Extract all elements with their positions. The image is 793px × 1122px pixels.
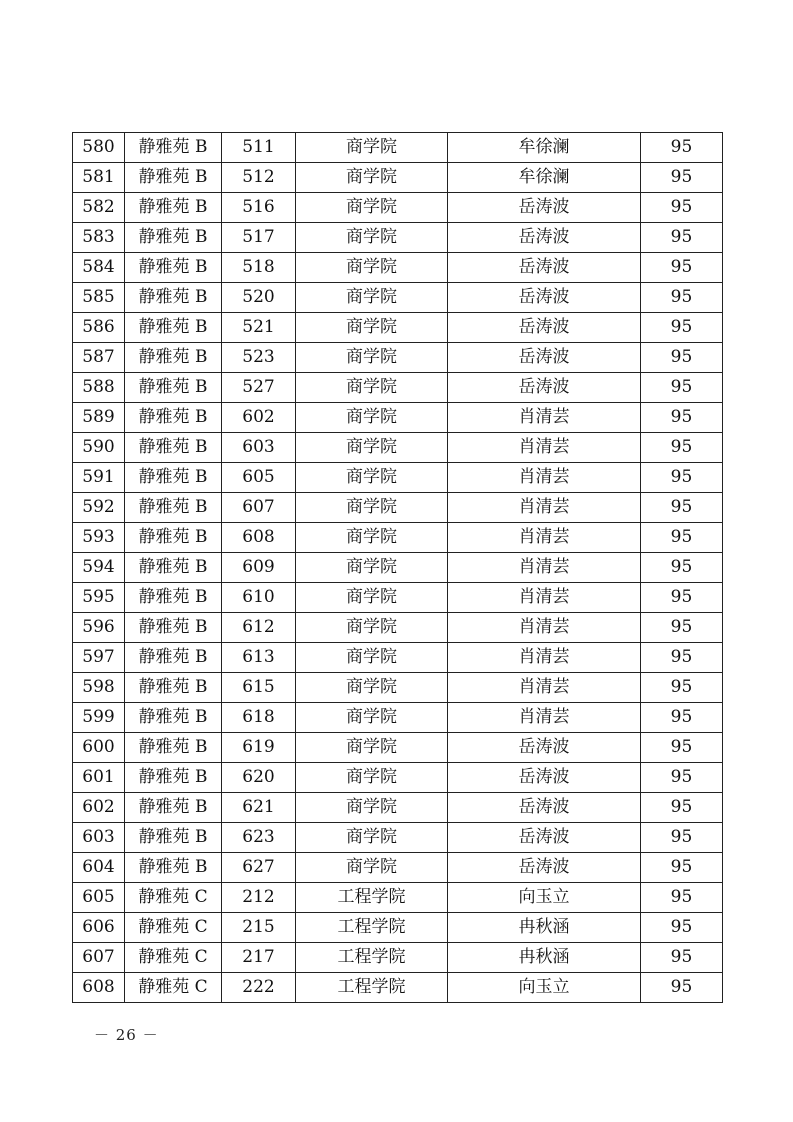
- table-row: [73, 793, 723, 823]
- table-row: [73, 703, 723, 733]
- serial-number-cell: 588: [73, 373, 125, 403]
- counselor-cell: 岳涛波: [448, 343, 641, 373]
- counselor-cell: 冉秋涵: [448, 943, 641, 973]
- room-number-cell: 609: [222, 553, 296, 583]
- room-number-cell: 627: [222, 853, 296, 883]
- score-cell: 95: [641, 883, 723, 913]
- score-cell: 95: [641, 523, 723, 553]
- counselor-cell: 肖清芸: [448, 553, 641, 583]
- score-cell: 95: [641, 943, 723, 973]
- college-cell: 商学院: [296, 673, 448, 703]
- serial-number-cell: 582: [73, 193, 125, 223]
- room-number-cell: 619: [222, 733, 296, 763]
- college-cell: 商学院: [296, 643, 448, 673]
- page-number: － 26 －: [94, 1026, 159, 1044]
- counselor-cell: 肖清芸: [448, 703, 641, 733]
- table-row: [73, 133, 723, 163]
- room-number-cell: 527: [222, 373, 296, 403]
- college-cell: 商学院: [296, 823, 448, 853]
- serial-number-cell: 587: [73, 343, 125, 373]
- counselor-cell: 肖清芸: [448, 403, 641, 433]
- table-row: [73, 403, 723, 433]
- building-cell: 静雅苑 C: [125, 973, 222, 1003]
- serial-number-cell: 601: [73, 763, 125, 793]
- college-cell: 商学院: [296, 463, 448, 493]
- score-table: [72, 132, 723, 1003]
- room-number-cell: 217: [222, 943, 296, 973]
- building-cell: 静雅苑 B: [125, 763, 222, 793]
- serial-number-cell: 593: [73, 523, 125, 553]
- building-cell: 静雅苑 B: [125, 133, 222, 163]
- table-row: [73, 583, 723, 613]
- counselor-cell: 岳涛波: [448, 733, 641, 763]
- counselor-cell: 牟徐澜: [448, 133, 641, 163]
- counselor-cell: 牟徐澜: [448, 163, 641, 193]
- building-cell: 静雅苑 B: [125, 403, 222, 433]
- college-cell: 商学院: [296, 703, 448, 733]
- room-number-cell: 602: [222, 403, 296, 433]
- counselor-cell: 肖清芸: [448, 523, 641, 553]
- serial-number-cell: 599: [73, 703, 125, 733]
- score-cell: 95: [641, 793, 723, 823]
- table-row: [73, 463, 723, 493]
- score-cell: 95: [641, 553, 723, 583]
- serial-number-cell: 608: [73, 973, 125, 1003]
- serial-number-cell: 597: [73, 643, 125, 673]
- college-cell: 商学院: [296, 163, 448, 193]
- room-number-cell: 615: [222, 673, 296, 703]
- building-cell: 静雅苑 B: [125, 613, 222, 643]
- college-cell: 商学院: [296, 523, 448, 553]
- serial-number-cell: 590: [73, 433, 125, 463]
- table-row: [73, 973, 723, 1003]
- building-cell: 静雅苑 B: [125, 793, 222, 823]
- room-number-cell: 610: [222, 583, 296, 613]
- room-number-cell: 603: [222, 433, 296, 463]
- score-cell: 95: [641, 313, 723, 343]
- building-cell: 静雅苑 B: [125, 583, 222, 613]
- college-cell: 工程学院: [296, 913, 448, 943]
- table-row: [73, 193, 723, 223]
- college-cell: 商学院: [296, 793, 448, 823]
- score-cell: 95: [641, 913, 723, 943]
- college-cell: 商学院: [296, 433, 448, 463]
- counselor-cell: 肖清芸: [448, 583, 641, 613]
- college-cell: 商学院: [296, 223, 448, 253]
- serial-number-cell: 585: [73, 283, 125, 313]
- table-row: [73, 913, 723, 943]
- room-number-cell: 518: [222, 253, 296, 283]
- table-row: [73, 823, 723, 853]
- counselor-cell: 岳涛波: [448, 853, 641, 883]
- table-row: [73, 763, 723, 793]
- college-cell: 商学院: [296, 763, 448, 793]
- building-cell: 静雅苑 B: [125, 853, 222, 883]
- counselor-cell: 冉秋涵: [448, 913, 641, 943]
- score-cell: 95: [641, 403, 723, 433]
- score-cell: 95: [641, 643, 723, 673]
- counselor-cell: 肖清芸: [448, 613, 641, 643]
- building-cell: 静雅苑 B: [125, 283, 222, 313]
- room-number-cell: 607: [222, 493, 296, 523]
- counselor-cell: 岳涛波: [448, 223, 641, 253]
- score-table-container: [72, 132, 722, 1003]
- serial-number-cell: 584: [73, 253, 125, 283]
- counselor-cell: 岳涛波: [448, 313, 641, 343]
- table-row: [73, 163, 723, 193]
- college-cell: 商学院: [296, 313, 448, 343]
- serial-number-cell: 583: [73, 223, 125, 253]
- table-row: [73, 883, 723, 913]
- room-number-cell: 618: [222, 703, 296, 733]
- counselor-cell: 岳涛波: [448, 283, 641, 313]
- room-number-cell: 523: [222, 343, 296, 373]
- room-number-cell: 620: [222, 763, 296, 793]
- building-cell: 静雅苑 B: [125, 493, 222, 523]
- counselor-cell: 肖清芸: [448, 463, 641, 493]
- table-row: [73, 253, 723, 283]
- serial-number-cell: 592: [73, 493, 125, 523]
- counselor-cell: 肖清芸: [448, 433, 641, 463]
- college-cell: 商学院: [296, 343, 448, 373]
- counselor-cell: 岳涛波: [448, 253, 641, 283]
- table-row: [73, 433, 723, 463]
- building-cell: 静雅苑 C: [125, 883, 222, 913]
- room-number-cell: 517: [222, 223, 296, 253]
- table-row: [73, 493, 723, 523]
- building-cell: 静雅苑 C: [125, 943, 222, 973]
- room-number-cell: 621: [222, 793, 296, 823]
- room-number-cell: 222: [222, 973, 296, 1003]
- table-row: [73, 283, 723, 313]
- serial-number-cell: 606: [73, 913, 125, 943]
- counselor-cell: 肖清芸: [448, 673, 641, 703]
- room-number-cell: 215: [222, 913, 296, 943]
- score-table-body: [73, 133, 723, 1003]
- score-cell: 95: [641, 613, 723, 643]
- building-cell: 静雅苑 B: [125, 463, 222, 493]
- building-cell: 静雅苑 B: [125, 433, 222, 463]
- table-row: [73, 733, 723, 763]
- room-number-cell: 212: [222, 883, 296, 913]
- score-cell: 95: [641, 853, 723, 883]
- college-cell: 工程学院: [296, 973, 448, 1003]
- score-cell: 95: [641, 283, 723, 313]
- serial-number-cell: 600: [73, 733, 125, 763]
- serial-number-cell: 603: [73, 823, 125, 853]
- room-number-cell: 623: [222, 823, 296, 853]
- score-cell: 95: [641, 373, 723, 403]
- serial-number-cell: 580: [73, 133, 125, 163]
- building-cell: 静雅苑 B: [125, 343, 222, 373]
- building-cell: 静雅苑 B: [125, 523, 222, 553]
- college-cell: 工程学院: [296, 943, 448, 973]
- room-number-cell: 520: [222, 283, 296, 313]
- table-row: [73, 673, 723, 703]
- serial-number-cell: 605: [73, 883, 125, 913]
- college-cell: 商学院: [296, 193, 448, 223]
- table-row: [73, 553, 723, 583]
- college-cell: 商学院: [296, 733, 448, 763]
- serial-number-cell: 604: [73, 853, 125, 883]
- score-cell: 95: [641, 493, 723, 523]
- room-number-cell: 613: [222, 643, 296, 673]
- serial-number-cell: 595: [73, 583, 125, 613]
- counselor-cell: 岳涛波: [448, 823, 641, 853]
- serial-number-cell: 594: [73, 553, 125, 583]
- table-row: [73, 223, 723, 253]
- serial-number-cell: 591: [73, 463, 125, 493]
- table-row: [73, 523, 723, 553]
- score-cell: 95: [641, 973, 723, 1003]
- serial-number-cell: 586: [73, 313, 125, 343]
- score-cell: 95: [641, 193, 723, 223]
- college-cell: 商学院: [296, 493, 448, 523]
- serial-number-cell: 598: [73, 673, 125, 703]
- college-cell: 商学院: [296, 373, 448, 403]
- college-cell: 商学院: [296, 853, 448, 883]
- score-cell: 95: [641, 163, 723, 193]
- counselor-cell: 岳涛波: [448, 763, 641, 793]
- score-cell: 95: [641, 133, 723, 163]
- counselor-cell: 向玉立: [448, 973, 641, 1003]
- college-cell: 工程学院: [296, 883, 448, 913]
- counselor-cell: 向玉立: [448, 883, 641, 913]
- room-number-cell: 516: [222, 193, 296, 223]
- serial-number-cell: 602: [73, 793, 125, 823]
- building-cell: 静雅苑 B: [125, 703, 222, 733]
- score-cell: 95: [641, 763, 723, 793]
- building-cell: 静雅苑 B: [125, 373, 222, 403]
- college-cell: 商学院: [296, 553, 448, 583]
- counselor-cell: 岳涛波: [448, 193, 641, 223]
- college-cell: 商学院: [296, 403, 448, 433]
- counselor-cell: 岳涛波: [448, 373, 641, 403]
- building-cell: 静雅苑 B: [125, 163, 222, 193]
- building-cell: 静雅苑 B: [125, 553, 222, 583]
- serial-number-cell: 589: [73, 403, 125, 433]
- room-number-cell: 608: [222, 523, 296, 553]
- score-cell: 95: [641, 433, 723, 463]
- serial-number-cell: 607: [73, 943, 125, 973]
- room-number-cell: 612: [222, 613, 296, 643]
- score-cell: 95: [641, 343, 723, 373]
- score-cell: 95: [641, 673, 723, 703]
- table-row: [73, 343, 723, 373]
- score-cell: 95: [641, 223, 723, 253]
- score-cell: 95: [641, 463, 723, 493]
- room-number-cell: 512: [222, 163, 296, 193]
- college-cell: 商学院: [296, 133, 448, 163]
- college-cell: 商学院: [296, 583, 448, 613]
- table-row: [73, 313, 723, 343]
- building-cell: 静雅苑 B: [125, 823, 222, 853]
- room-number-cell: 605: [222, 463, 296, 493]
- building-cell: 静雅苑 B: [125, 673, 222, 703]
- serial-number-cell: 596: [73, 613, 125, 643]
- table-row: [73, 943, 723, 973]
- building-cell: 静雅苑 B: [125, 193, 222, 223]
- score-cell: 95: [641, 733, 723, 763]
- room-number-cell: 511: [222, 133, 296, 163]
- college-cell: 商学院: [296, 613, 448, 643]
- building-cell: 静雅苑 B: [125, 733, 222, 763]
- building-cell: 静雅苑 B: [125, 313, 222, 343]
- counselor-cell: 肖清芸: [448, 643, 641, 673]
- table-row: [73, 643, 723, 673]
- college-cell: 商学院: [296, 253, 448, 283]
- building-cell: 静雅苑 B: [125, 253, 222, 283]
- table-row: [73, 853, 723, 883]
- building-cell: 静雅苑 C: [125, 913, 222, 943]
- score-cell: 95: [641, 823, 723, 853]
- counselor-cell: 肖清芸: [448, 493, 641, 523]
- counselor-cell: 岳涛波: [448, 793, 641, 823]
- table-row: [73, 613, 723, 643]
- table-row: [73, 373, 723, 403]
- serial-number-cell: 581: [73, 163, 125, 193]
- college-cell: 商学院: [296, 283, 448, 313]
- score-cell: 95: [641, 583, 723, 613]
- building-cell: 静雅苑 B: [125, 223, 222, 253]
- room-number-cell: 521: [222, 313, 296, 343]
- score-cell: 95: [641, 703, 723, 733]
- score-cell: 95: [641, 253, 723, 283]
- building-cell: 静雅苑 B: [125, 643, 222, 673]
